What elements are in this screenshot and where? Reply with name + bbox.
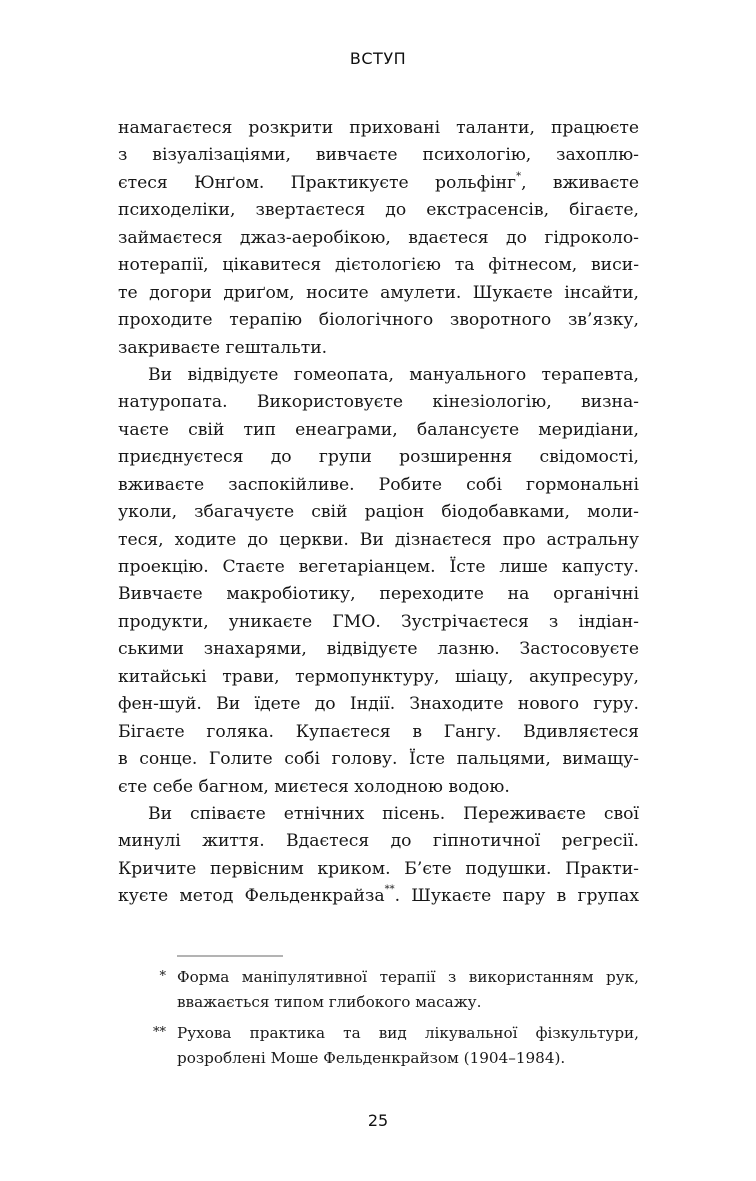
text-line: в сонце. Голите собі голову. Їсте пальцями, вимащу- [118, 749, 639, 770]
footnote-ref-2[interactable]: ** [384, 884, 395, 896]
text-line: чаєте свій тип енеаграми, балансуєте меридіани, [118, 419, 639, 440]
text-line: з візуалізаціями, вивчаєте психологію, захоплю- [118, 145, 639, 166]
text-line-with-footnote [118, 170, 639, 197]
text-line: психоделіки, звертаєтеся до екстрасенсів, бігаєте, [118, 200, 639, 221]
text-line-with-footnote [118, 883, 639, 910]
text-line: нотерапії, цікавитеся дієтологією та фітнесом, виси- [118, 255, 639, 276]
running-header: ВСТУП [349, 49, 407, 68]
text-segment: куєте метод Фельденкрайза [118, 886, 385, 907]
footnote-ref-1[interactable]: * [516, 170, 522, 182]
footnote-line: вважається типом глибокого масажу. [177, 992, 482, 1011]
page-number: 25 [367, 1111, 389, 1130]
footnote-mark: * [159, 969, 166, 984]
text-line: Ви співаєте етнічних пісень. Переживаєте свої [148, 803, 639, 824]
footnote-line: розроблені Моше Фельденкрайзом (1904–1984). [177, 1048, 566, 1067]
footnote-divider [177, 955, 283, 957]
text-line: минулі життя. Вдаєтеся до гіпнотичної регресії. [118, 831, 639, 852]
text-line: намагаєтеся розкрити приховані таланти, працюєте [118, 118, 639, 138]
text-line: приєднуєтеся до групи розширення свідомості, [118, 447, 639, 468]
text-line: Кричите первісним криком. Б’єте подушки. Практи- [118, 858, 639, 879]
footnotes [118, 965, 639, 1077]
footnote-2 [118, 1021, 639, 1070]
text-line: те догори дриґом, носите амулети. Шукаєте інсайти, [118, 282, 639, 303]
text-line: займаєтеся джаз-аеробікою, вдаєтеся до гідроколо- [118, 227, 639, 248]
text-line: фен-шуй. Ви їдете до Індії. Знаходите нового гуру. [118, 694, 639, 715]
footnote-line: Рухова практика та вид лікувальної фізкультури, [177, 1024, 639, 1042]
text-line: проходите терапію біологічного зворотного зв’язку, [118, 310, 639, 331]
footnote-1 [118, 965, 639, 1014]
footnote-mark: ** [153, 1025, 166, 1040]
text-line: єте себе багном, миєтеся холодною водою. [118, 776, 510, 797]
text-line: проекцію. Стаєте вегетаріанцем. Їсте лише капусту. [118, 557, 639, 577]
text-line: Бігаєте голяка. Купаєтеся в Гангу. Вдивляєтеся [118, 721, 639, 742]
main-text [118, 115, 639, 911]
text-line: Вивчаєте макробіотику, переходите на органічні [118, 584, 639, 605]
text-line: натуропата. Використовуєте кінезіологію, визна- [118, 392, 639, 413]
text-line: китайські трави, термопунктуру, шіацу, акупресуру, [118, 666, 639, 687]
text-line: закриваєте гештальти. [118, 337, 328, 358]
text-line: Ви відвідуєте гомеопата, мануального терапевта, [148, 364, 639, 385]
text-line: продукти, уникаєте ГМО. Зустрічаєтеся з індіан- [118, 611, 639, 632]
text-line: ськими знахарями, відвідуєте лазню. Застосовуєте [118, 639, 639, 660]
text-segment: Шукаєте пару в групах [411, 886, 640, 907]
footnote-line: Форма маніпулятивної терапії з використанням рук, [177, 968, 639, 986]
text-line: вживаєте заспокійливе. Робите собі гормональні [118, 474, 639, 495]
text-segment: єтеся Юнґом. Практикуєте рольфінг [118, 172, 517, 193]
text-segment: . [394, 886, 412, 907]
text-line: уколи, збагачуєте свій раціон біодобавками, моли- [118, 502, 639, 523]
text-line: теся, ходите до церкви. Ви дізнаєтеся про астральну [118, 529, 639, 550]
text-segment: , вживаєте [521, 172, 639, 193]
